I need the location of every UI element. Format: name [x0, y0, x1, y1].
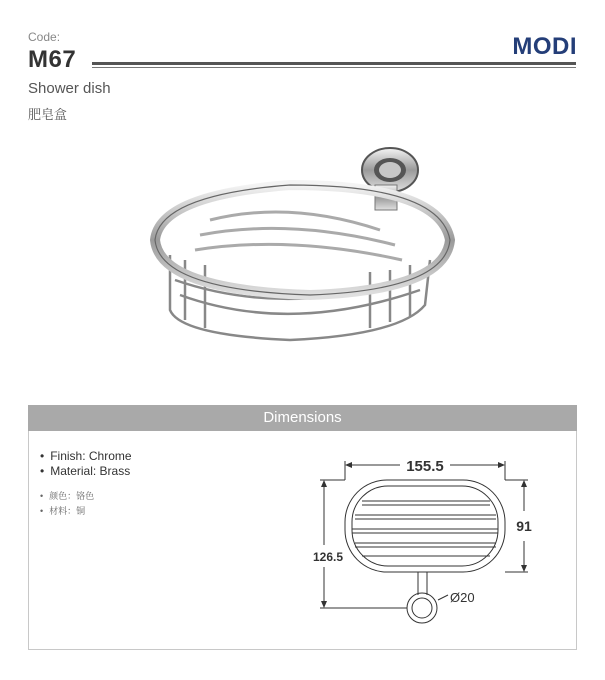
product-name-chinese: 肥皂盒 — [28, 107, 68, 122]
header-rule — [92, 62, 576, 65]
dimension-diameter: Ø20 — [450, 590, 475, 605]
dimension-height: 126.5 — [312, 550, 344, 564]
dimension-depth: 91 — [516, 518, 532, 534]
bullet-icon: • — [40, 491, 44, 501]
technical-drawing — [300, 445, 560, 640]
spec-material-cn-text: 材料：铜 — [49, 506, 86, 516]
spec-finish-cn-text: 颜色：铬色 — [49, 491, 95, 501]
product-code: M67 — [28, 46, 77, 73]
spec-material-text: Material: Brass — [50, 464, 131, 478]
dimension-width: 155.5 — [406, 458, 444, 475]
bullet-icon: • — [40, 464, 45, 478]
spec-material — [40, 464, 130, 478]
spec-finish-chinese — [40, 489, 94, 502]
header-rule-thin — [92, 67, 576, 68]
code-label: Code: — [28, 30, 61, 44]
spec-finish-text: Finish: Chrome — [50, 449, 132, 463]
product-photo — [140, 140, 460, 380]
brand-logo: MODI — [512, 33, 577, 60]
bullet-icon: • — [40, 506, 44, 516]
spec-finish — [40, 449, 132, 463]
spec-material-chinese — [40, 504, 85, 517]
product-name: Shower dish — [28, 80, 111, 97]
bullet-icon: • — [40, 449, 45, 463]
section-header: Dimensions — [28, 405, 577, 431]
